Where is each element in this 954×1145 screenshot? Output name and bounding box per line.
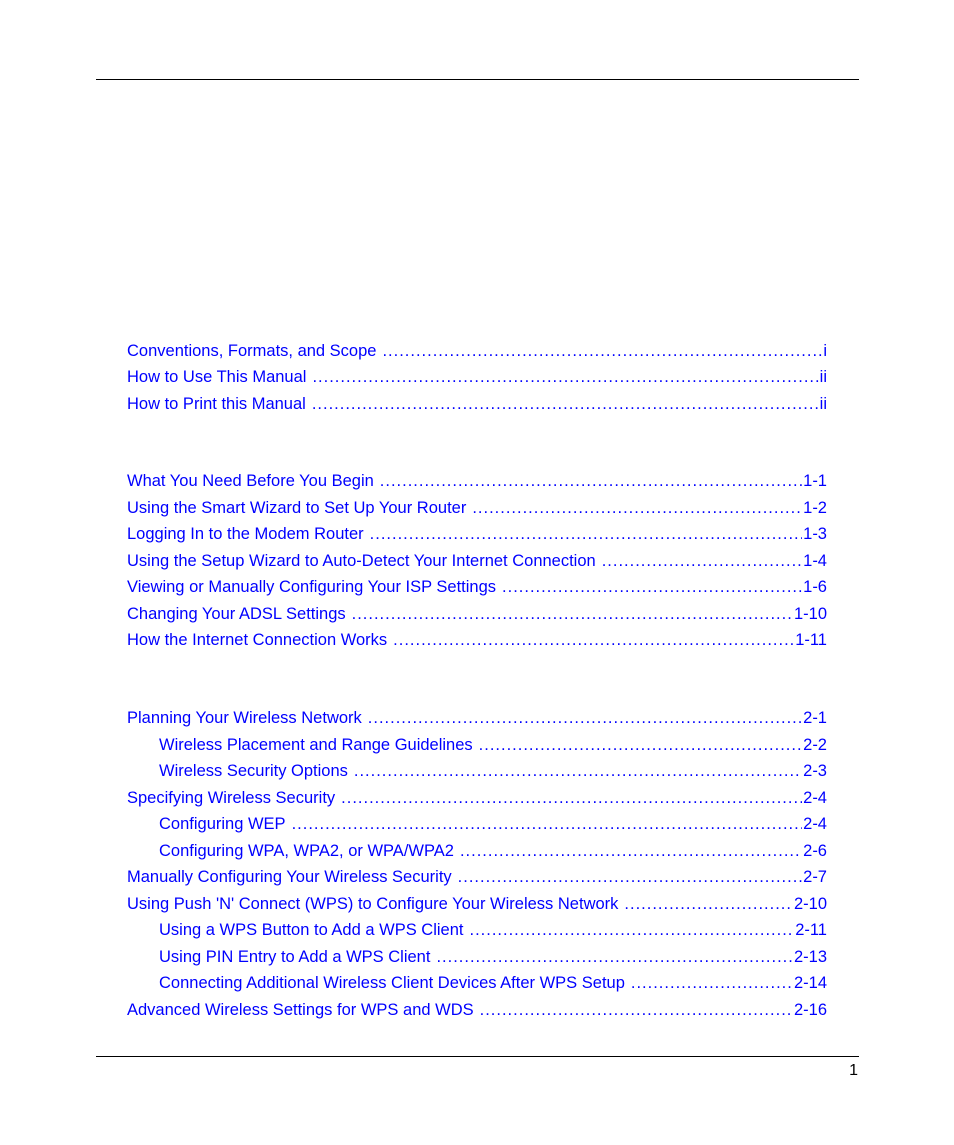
toc-entry[interactable] bbox=[127, 867, 827, 887]
dot-leader bbox=[382, 341, 822, 361]
toc-subentry[interactable] bbox=[159, 947, 827, 967]
toc-entry-page: 1-1 bbox=[803, 472, 827, 490]
page-number: 1 bbox=[849, 1062, 858, 1079]
toc-entry-page: 2-7 bbox=[803, 868, 827, 886]
toc-entry-title: Using the Smart Wizard to Set Up Your Router bbox=[127, 499, 467, 517]
toc-entry[interactable] bbox=[127, 604, 827, 624]
footer-rule bbox=[96, 1056, 859, 1057]
toc-entry-page: 2-11 bbox=[795, 921, 827, 939]
dot-leader bbox=[341, 788, 802, 808]
toc-subentry[interactable] bbox=[159, 920, 827, 940]
toc-entry[interactable] bbox=[127, 1000, 827, 1020]
toc-entry-title: Manually Configuring Your Wireless Security bbox=[127, 868, 452, 886]
toc-entry-page: 1-3 bbox=[803, 525, 827, 543]
dot-leader bbox=[436, 947, 793, 967]
toc-entry[interactable] bbox=[127, 341, 827, 361]
toc-entry-title: How to Use This Manual bbox=[127, 368, 307, 386]
toc-entry-title: Connecting Additional Wireless Client Devices After WPS Setup bbox=[159, 974, 625, 992]
toc-entry-page: 2-3 bbox=[803, 762, 827, 780]
dot-leader bbox=[458, 867, 802, 887]
toc-entry-page: 2-2 bbox=[803, 736, 827, 754]
dot-leader bbox=[352, 604, 793, 624]
toc-entry[interactable] bbox=[127, 708, 827, 728]
toc-entry-title: Using Push 'N' Connect (WPS) to Configure Your Wireless Network bbox=[127, 895, 619, 913]
toc-entry[interactable] bbox=[127, 524, 827, 544]
toc-entry[interactable] bbox=[127, 498, 827, 518]
toc-entry-page: 1-11 bbox=[795, 631, 827, 649]
toc-subentry[interactable] bbox=[159, 735, 827, 755]
toc-entry-page: i bbox=[823, 342, 827, 360]
toc-entry-title: Wireless Security Options bbox=[159, 762, 348, 780]
toc-entry-page: ii bbox=[819, 368, 827, 386]
dot-leader bbox=[312, 394, 819, 414]
dot-leader bbox=[469, 920, 794, 940]
toc-entry-title: Wireless Placement and Range Guidelines bbox=[159, 736, 473, 754]
dot-leader bbox=[460, 841, 802, 861]
toc-entry-title: Planning Your Wireless Network bbox=[127, 709, 362, 727]
toc-entry-title: Using a WPS Button to Add a WPS Client bbox=[159, 921, 464, 939]
toc-entry-title: Changing Your ADSL Settings bbox=[127, 605, 346, 623]
toc-subentry[interactable] bbox=[159, 761, 827, 781]
toc-entry-page: 2-14 bbox=[793, 974, 827, 992]
toc-subentry[interactable] bbox=[159, 841, 827, 861]
toc-entry-title: Configuring WPA, WPA2, or WPA/WPA2 bbox=[159, 842, 454, 860]
toc-entry-title: Using the Setup Wizard to Auto-Detect Your Internet Connection bbox=[127, 552, 596, 570]
dot-leader bbox=[380, 471, 802, 491]
dot-leader bbox=[292, 814, 803, 834]
dot-leader bbox=[479, 735, 802, 755]
toc-entry-page: ii bbox=[819, 395, 827, 413]
toc-entry[interactable] bbox=[127, 394, 827, 414]
toc-entry-title: Configuring WEP bbox=[159, 815, 286, 833]
dot-leader bbox=[472, 498, 802, 518]
toc-subentry[interactable] bbox=[159, 973, 827, 993]
toc-entry-page: 2-10 bbox=[793, 895, 827, 913]
toc-entry-page: 1-2 bbox=[803, 499, 827, 517]
toc-entry[interactable] bbox=[127, 471, 827, 491]
toc-entry-title: How to Print this Manual bbox=[127, 395, 306, 413]
toc-entry[interactable] bbox=[127, 894, 827, 914]
toc-entry-title: Specifying Wireless Security bbox=[127, 789, 336, 807]
header-rule bbox=[96, 79, 859, 80]
toc-entry-page: 1-4 bbox=[803, 552, 827, 570]
toc-entry-title: Using PIN Entry to Add a WPS Client bbox=[159, 948, 431, 966]
dot-leader bbox=[602, 551, 802, 571]
toc-entry-page: 1-10 bbox=[793, 605, 827, 623]
toc-entry[interactable] bbox=[127, 577, 827, 597]
toc-entry-page: 2-16 bbox=[793, 1001, 827, 1019]
toc-entry-title: How the Internet Connection Works bbox=[127, 631, 388, 649]
dot-leader bbox=[631, 973, 793, 993]
toc-entry-title: Logging In to the Modem Router bbox=[127, 525, 364, 543]
dot-leader bbox=[354, 761, 802, 781]
toc-entry[interactable] bbox=[127, 367, 827, 387]
dot-leader bbox=[370, 524, 802, 544]
toc-entry-page: 2-13 bbox=[793, 948, 827, 966]
dot-leader bbox=[393, 630, 794, 650]
toc-entry-title: Advanced Wireless Settings for WPS and WDS bbox=[127, 1001, 474, 1019]
toc-entry[interactable] bbox=[127, 788, 827, 808]
toc-entry[interactable] bbox=[127, 551, 827, 571]
dot-leader bbox=[480, 1000, 793, 1020]
toc-entry[interactable] bbox=[127, 630, 827, 650]
toc-entry-page: 2-4 bbox=[803, 815, 827, 833]
toc-entry-page: 2-4 bbox=[803, 789, 827, 807]
dot-leader bbox=[502, 577, 802, 597]
toc-entry-page: 1-6 bbox=[803, 578, 827, 596]
toc-entry-page: 2-1 bbox=[803, 709, 827, 727]
dot-leader bbox=[624, 894, 793, 914]
toc-entry-title: What You Need Before You Begin bbox=[127, 472, 374, 490]
toc-entry-page: 2-6 bbox=[803, 842, 827, 860]
dot-leader bbox=[368, 708, 802, 728]
dot-leader bbox=[312, 367, 818, 387]
toc-entry-title: Conventions, Formats, and Scope bbox=[127, 342, 377, 360]
toc-subentry[interactable] bbox=[159, 814, 827, 834]
toc-entry-title: Viewing or Manually Configuring Your ISP Settings bbox=[127, 578, 497, 596]
